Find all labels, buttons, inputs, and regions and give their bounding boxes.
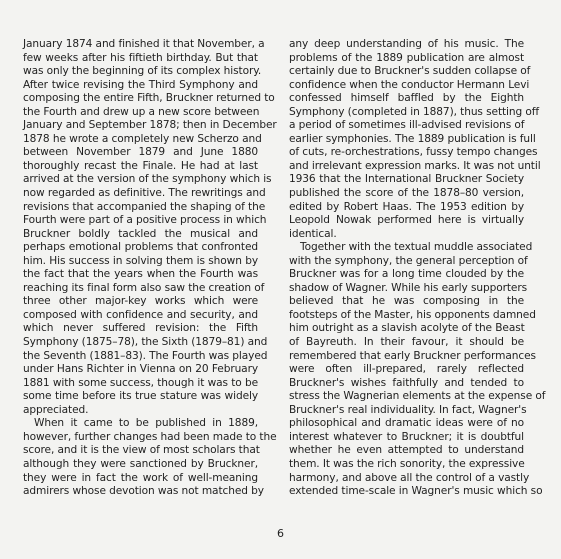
text-line: Together with the textual muddle associated (300, 241, 533, 254)
text-line: Symphony (completed in 1887), thus setting off (289, 105, 540, 118)
text-line: the Fourth and drew up a new score between (23, 105, 260, 118)
text-line: footsteps of the Master, his opponents damned (289, 308, 536, 321)
text-line: January and September 1878; then in December (23, 119, 277, 132)
text-line: with the symphony, the general perception of (289, 254, 528, 267)
text-line: Symphony (1875–78), the Sixth (1879–81) and (23, 336, 268, 349)
text-line: them. It was the rich sonority, the expressive (289, 457, 525, 470)
text-line: Bruckner's wishes faithfully and tended to (289, 376, 524, 389)
text-line: 1878 he wrote a completely new Scherzo and (23, 132, 262, 145)
text-line: admirers whose devotion was not matched by (23, 485, 264, 498)
text-line: extended time-scale in Wagner's music which so (289, 485, 543, 498)
text-line: composed with confidence and security, and (23, 308, 258, 321)
text-line: published the score of the 1878–80 version, (289, 187, 524, 200)
text-line: appreciated. (23, 403, 89, 416)
text-line: however, further changes had been made to the (23, 430, 277, 443)
page-number: 6 (277, 527, 284, 540)
text-line: Bruckner was for a long time clouded by the (289, 268, 524, 281)
text-line: problems of the 1889 publication are almost (289, 51, 524, 64)
text-line: of cuts, re-orchestrations, fussy tempo changes (289, 146, 538, 159)
text-line: him. His success in solving them is shown by (23, 254, 258, 267)
text-line: remembered that early Bruckner performances (289, 349, 536, 362)
text-line: any deep understanding of his music. The (289, 38, 524, 50)
text-line: under Hans Richter in Vienna on 20 February (23, 363, 258, 376)
text-line: interest whatever to Bruckner; it is doubtful (289, 430, 524, 443)
text-line: perhaps emotional problems that confronted (23, 241, 258, 254)
text-line: shadow of Wagner. While his early supporters (289, 281, 528, 294)
text-line: arrived at the version of the symphony which is (23, 173, 272, 186)
text-line: harmony, and above all the control of a vastly (289, 471, 530, 484)
text-line: January 1874 and finished it that November, a (23, 38, 265, 50)
text-line: were often ill-prepared, rarely reflected (289, 363, 524, 376)
text-line: reaching its final form also saw the creation of (23, 281, 265, 294)
text-line: identical. (289, 227, 337, 240)
text-line: three other major-key works which were (23, 295, 258, 308)
text-line: the Seventh (1881–83). The Fourth was played (23, 349, 268, 362)
text-line: Bruckner boldly tackled the musical and (23, 227, 258, 240)
text-line: philosophical and dramatic ideas were of no (289, 417, 524, 430)
text-line: Fourth were part of a positive process in which (23, 214, 267, 227)
text-line: 1881 with some success, though it was to be (23, 376, 258, 389)
text-line: thoroughly recast the Finale. He had at last (23, 159, 258, 172)
text-line: which never suffered revision: the Fifth (23, 322, 258, 335)
text-line: between November 1879 and June 1880 (23, 146, 258, 159)
text-line: revisions that accompanied the shaping of the (23, 200, 266, 213)
text-line: composing the entire Fifth, Bruckner returned to (23, 92, 275, 105)
text-line: score, and it is the view of most scholars that (23, 444, 260, 457)
text-line: certainly due to Bruckner's sudden collapse of (289, 65, 531, 78)
text-line: 1936 that the International Bruckner Society (289, 173, 524, 186)
text-line: When it came to be published in 1889, (34, 417, 258, 430)
text-line: confidence when the conductor Hermann Levi (289, 78, 530, 91)
text-line: some time before its true stature was widely (23, 390, 258, 403)
text-line: and irrelevant expression marks. It was not until (289, 159, 541, 172)
text-line: now regarded as definitive. The rewritings and (23, 187, 266, 200)
text-line: they were in fact the work of well-meaning (23, 471, 258, 484)
text-line: few weeks after his fiftieth birthday. But that (23, 51, 258, 64)
text-line: although they were sanctioned by Bruckner, (23, 457, 258, 470)
text-line: After twice revising the Third Symphony and (23, 78, 258, 91)
text-line: the fact that the years when the Fourth was (23, 268, 258, 281)
right-text-column (289, 38, 546, 499)
text-line: of Bayreuth. In their favour, it should be (289, 336, 524, 349)
text-line: was only the beginning of its complex history. (23, 65, 262, 78)
text-line: him outright as a slavish acolyte of the Beast (289, 322, 525, 335)
text-line: a period of sometimes ill-advised revisions of (289, 119, 525, 132)
text-line: Bruckner's real individuality. In fact, Wagner's (289, 403, 527, 416)
text-line: stress the Wagnerian elements at the expense of (289, 390, 546, 403)
left-text-column (23, 38, 277, 499)
text-line: confessed himself baffled by the Eighth (289, 92, 524, 105)
text-line: earlier symphonies. The 1889 publication is full (289, 132, 536, 145)
text-line: Leopold Nowak performed here is virtually (289, 214, 524, 227)
text-line: whether he even attempted to understand (289, 444, 524, 457)
text-line: believed that he was composing in the (289, 295, 524, 308)
text-line: edited by Robert Haas. The 1953 edition by (289, 200, 524, 213)
